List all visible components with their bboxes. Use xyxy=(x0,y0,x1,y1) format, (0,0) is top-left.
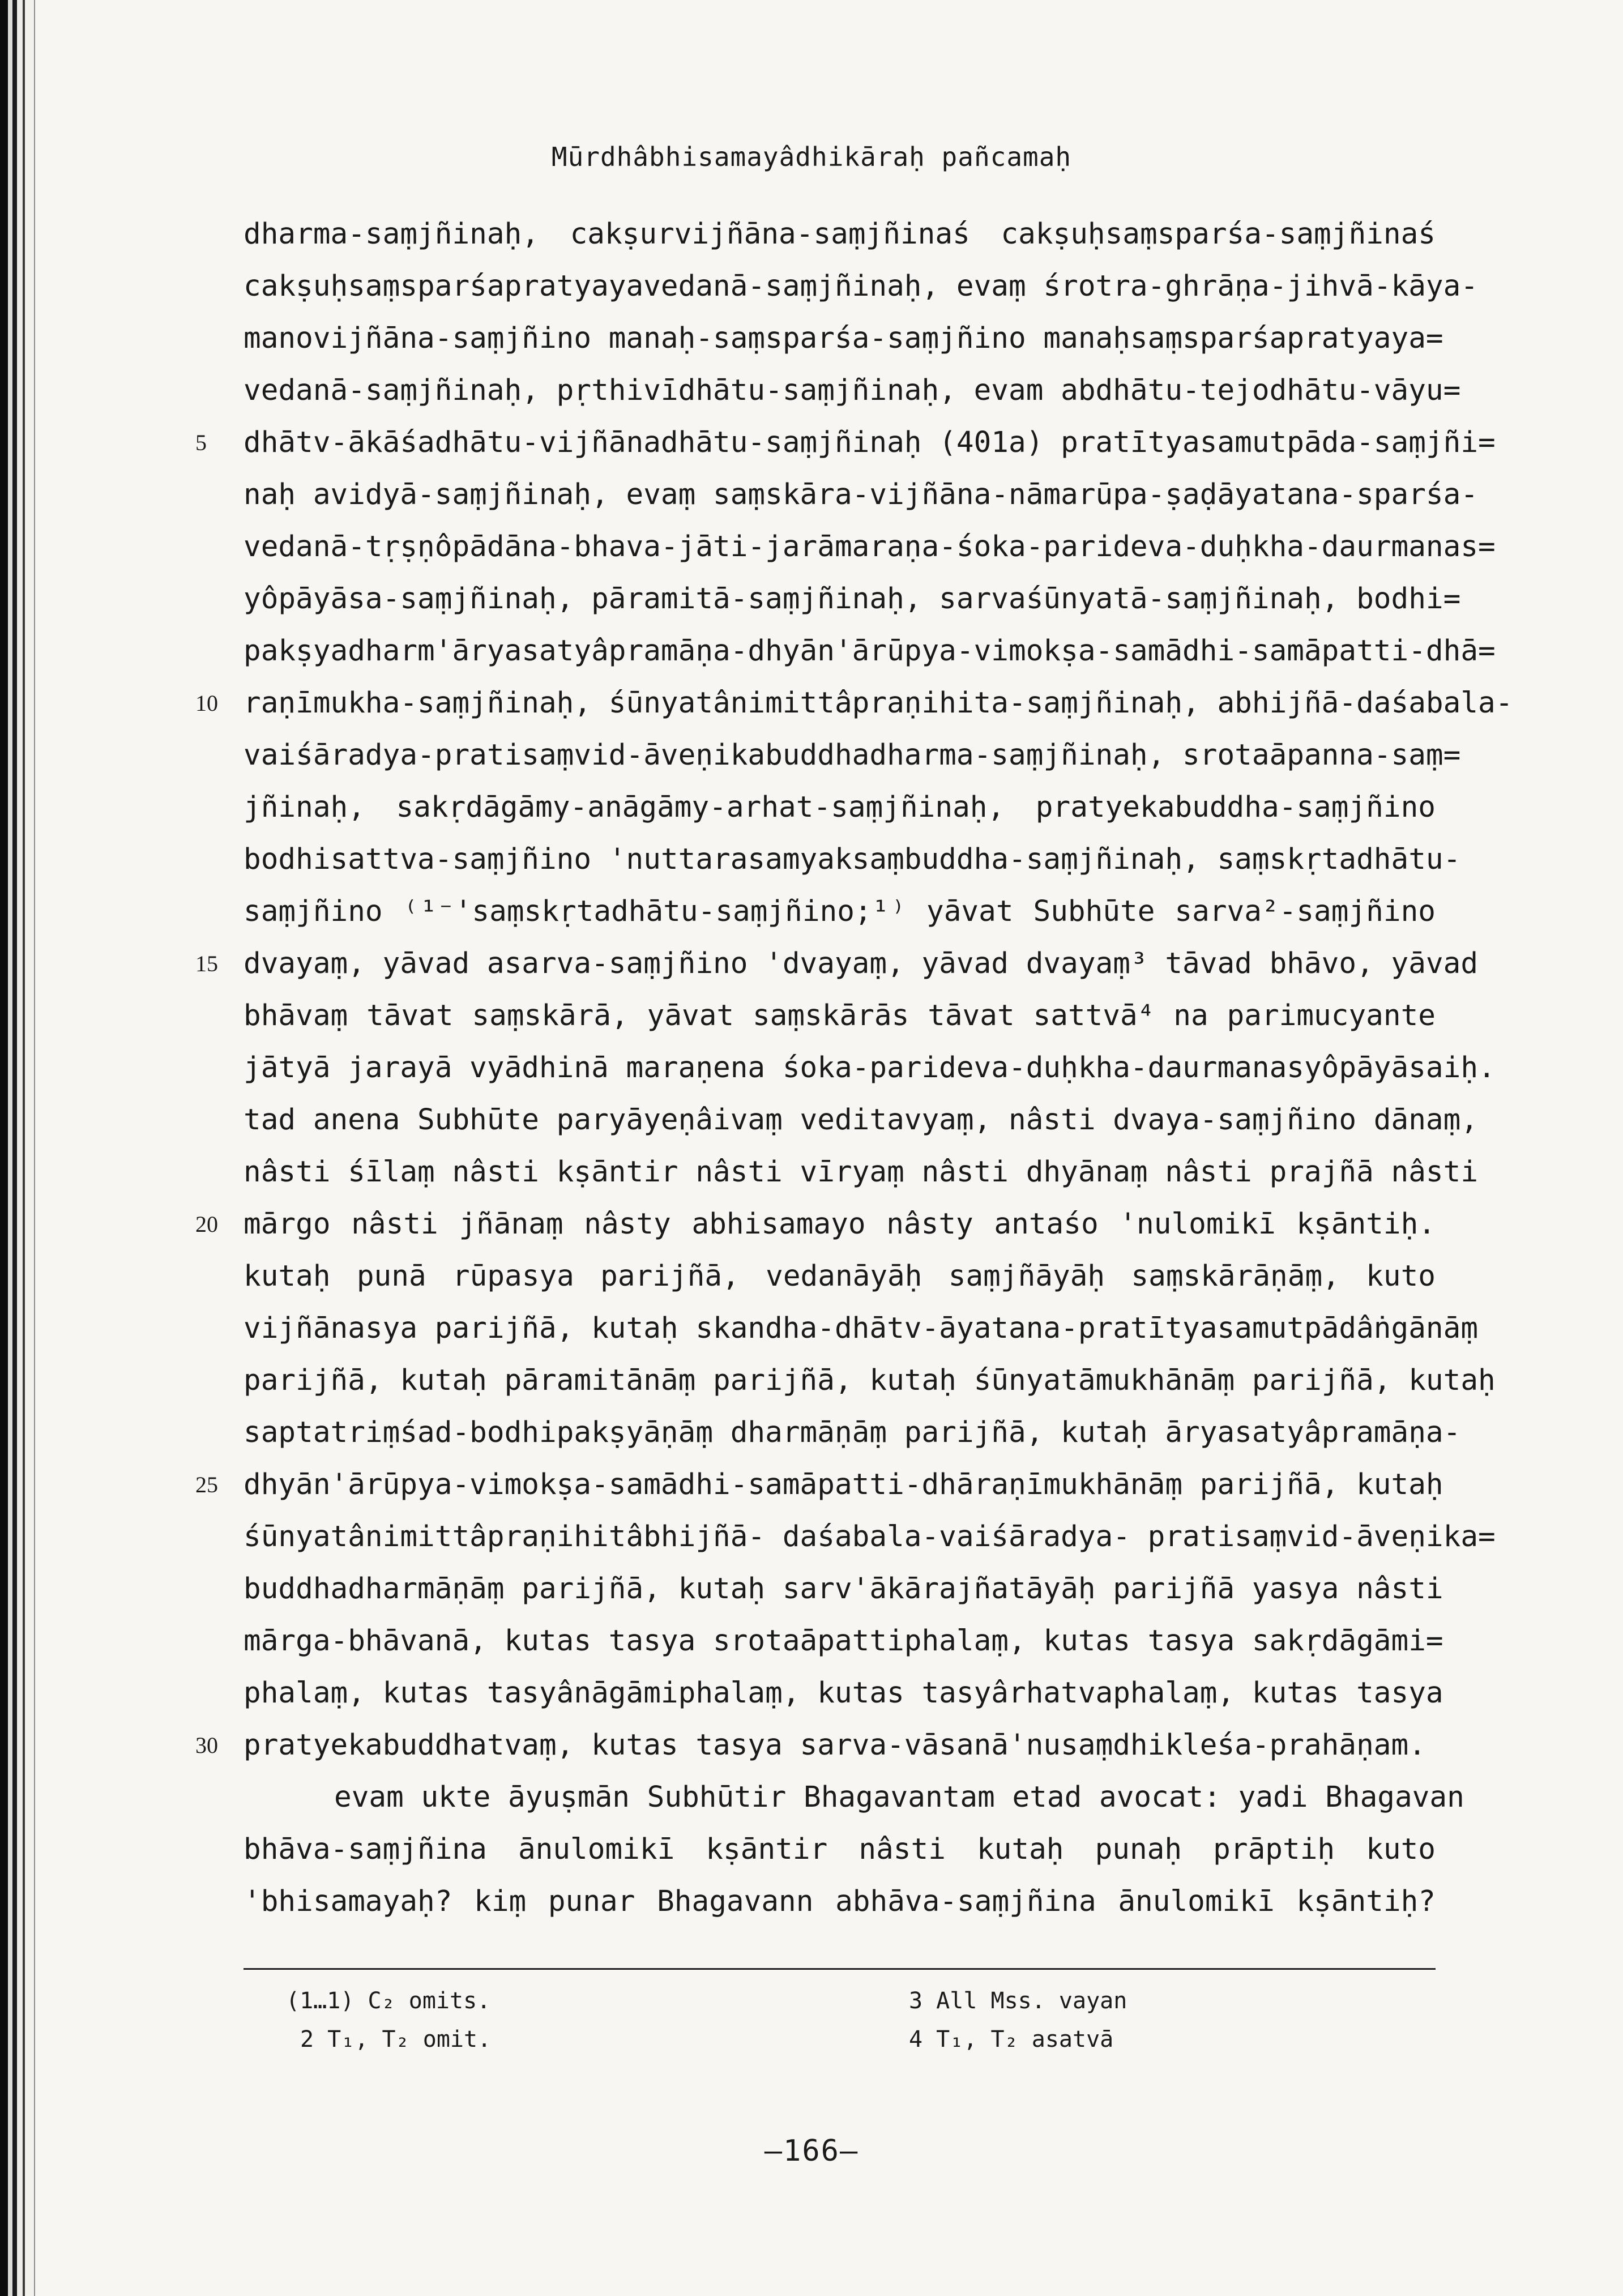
text-line: dharma-saṃjñinaḥ, cakṣurvijñāna-saṃjñinaś cakṣuḥsaṃsparśa-saṃjñinaś xyxy=(244,217,1436,251)
footnote: (1…1) C₂ omits. xyxy=(286,1988,491,2014)
text-line: dhātv-ākāśadhātu-vijñānadhātu-saṃjñinaḥ (401a) pratītyasamutpāda-saṃjñi= xyxy=(244,426,1496,459)
text-line: naḥ avidyā-saṃjñinaḥ, evaṃ saṃskāra-vijñāna-nāmarūpa-ṣaḍāyatana-sparśa- xyxy=(244,478,1479,511)
running-header: Mūrdhâbhisamayâdhikāraḥ pañcamaḥ xyxy=(551,142,1072,172)
page-number: —166— xyxy=(764,2134,859,2168)
text-line: vedanā-saṃjñinaḥ, pṛthivīdhātu-saṃjñinaḥ, evam abdhātu-tejodhātu-vāyu= xyxy=(244,374,1461,407)
text-line: phalaṃ, kutas tasyânāgāmiphalaṃ, kutas tasyârhatvaphalaṃ, kutas tasya xyxy=(244,1676,1443,1710)
text-line: pakṣyadharm'āryasatyâpramāṇa-dhyān'ārūpya-vimokṣa-samādhi-samāpatti-dhā= xyxy=(244,634,1496,668)
footnote: 4 T₁, T₂ asatvā xyxy=(909,2026,1114,2052)
text-line: manovijñāna-saṃjñino manaḥ-saṃsparśa-saṃjñino manaḥsaṃsparśapratyaya= xyxy=(244,322,1443,355)
line-number: 30 xyxy=(195,1732,218,1758)
line-number: 10 xyxy=(195,690,218,716)
line-number: 15 xyxy=(195,951,218,976)
text-line: raṇīmukha-saṃjñinaḥ, śūnyatânimittâpraṇihita-saṃjñinaḥ, abhijñā-daśabala- xyxy=(244,686,1513,720)
footnote: 3 All Mss. vayan xyxy=(909,1988,1127,2014)
text-line: buddhadharmāṇāṃ parijñā, kutaḥ sarv'ākārajñatāyāḥ parijñā yasya nâsti xyxy=(244,1572,1443,1606)
text-line: vijñānasya parijñā, kutaḥ skandha-dhātv-āyatana-pratītyasamutpādâṅgānāṃ xyxy=(244,1312,1479,1345)
text-line: bhāvaṃ tāvat saṃskārā, yāvat saṃskārās tāvat sattvā⁴ na parimucyante xyxy=(244,999,1436,1032)
text-line: saṃjñino ⁽¹⁻'saṃskṛtadhātu-saṃjñino;¹⁾ yāvat Subhūte sarva²-saṃjñino xyxy=(244,895,1436,928)
text-line: nâsti śīlaṃ nâsti kṣāntir nâsti vīryaṃ nâsti dhyānaṃ nâsti prajñā nâsti xyxy=(244,1155,1479,1189)
text-line: yôpāyāsa-saṃjñinaḥ, pāramitā-saṃjñinaḥ, sarvaśūnyatā-saṃjñinaḥ, bodhi= xyxy=(244,582,1461,616)
line-number: 20 xyxy=(195,1211,218,1237)
text-line: vedanā-tṛṣṇôpādāna-bhava-jāti-jarāmaraṇa-śoka-parideva-duḥkha-daurmanas= xyxy=(244,530,1496,564)
text-line: kutaḥ punā rūpasya parijñā, vedanāyāḥ saṃjñāyāḥ saṃskārāṇāṃ, kuto xyxy=(244,1260,1436,1293)
text-line: 'bhisamayaḥ? kiṃ punar Bhagavann abhāva-saṃjñina ānulomikī kṣāntiḥ? xyxy=(244,1885,1436,1918)
text-line: mārgo nâsti jñānaṃ nâsty abhisamayo nâsty antaśo 'nulomikī kṣāntiḥ. xyxy=(244,1207,1436,1241)
text-line: jātyā jarayā vyādhinā maraṇena śoka-parideva-duḥkha-daurmanasyôpāyāsaiḥ. xyxy=(244,1051,1496,1085)
text-line: evam ukte āyuṣmān Subhūtir Bhagavantam etad avocat: yadi Bhagavan xyxy=(334,1781,1464,1814)
line-number: 5 xyxy=(195,430,207,455)
text-line: parijñā, kutaḥ pāramitānāṃ parijñā, kutaḥ śūnyatāmukhānāṃ parijñā, kutaḥ xyxy=(244,1364,1496,1397)
binding-edge xyxy=(0,0,52,2296)
text-line: śūnyatânimittâpraṇihitâbhijñā- daśabala-vaiśāradya- pratisaṃvid-āveṇika= xyxy=(244,1520,1496,1554)
text-line: mārga-bhāvanā, kutas tasya srotaāpattiphalaṃ, kutas tasya sakṛdāgāmi= xyxy=(244,1624,1443,1658)
text-line: saptatriṃśad-bodhipakṣyāṇāṃ dharmāṇāṃ parijñā, kutaḥ āryasatyâpramāṇa- xyxy=(244,1416,1461,1449)
text-line: vaiśāradya-pratisaṃvid-āveṇikabuddhadharma-saṃjñinaḥ, srotaāpanna-saṃ= xyxy=(244,739,1461,772)
line-number: 25 xyxy=(195,1472,218,1497)
footnote: 2 T₁, T₂ omit. xyxy=(300,2026,492,2052)
text-line: tad anena Subhūte paryāyeṇâivaṃ veditavyaṃ, nâsti dvaya-saṃjñino dānaṃ, xyxy=(244,1103,1479,1137)
text-line: bodhisattva-saṃjñino 'nuttarasamyaksaṃbuddha-saṃjñinaḥ, saṃskṛtadhātu- xyxy=(244,843,1461,876)
text-line: jñinaḥ, sakṛdāgāmy-anāgāmy-arhat-saṃjñinaḥ, pratyekabuddha-saṃjñino xyxy=(244,791,1436,824)
text-line: pratyekabuddhatvaṃ, kutas tasya sarva-vāsanā'nusaṃdhikleśa-prahāṇam. xyxy=(244,1729,1426,1762)
text-line: bhāva-saṃjñina ānulomikī kṣāntir nâsti kutaḥ punaḥ prāptiḥ kuto xyxy=(244,1833,1436,1866)
text-line: dvayaṃ, yāvad asarva-saṃjñino 'dvayaṃ, yāvad dvayaṃ³ tāvad bhāvo, yāvad xyxy=(244,947,1479,980)
footnote-rule xyxy=(244,1968,1436,1970)
text-line: cakṣuḥsaṃsparśapratyayavedanā-saṃjñinaḥ, evaṃ śrotra-ghrāṇa-jihvā-kāya- xyxy=(244,270,1479,303)
text-line: dhyān'ārūpya-vimokṣa-samādhi-samāpatti-dhāraṇīmukhānāṃ parijñā, kutaḥ xyxy=(244,1468,1443,1501)
